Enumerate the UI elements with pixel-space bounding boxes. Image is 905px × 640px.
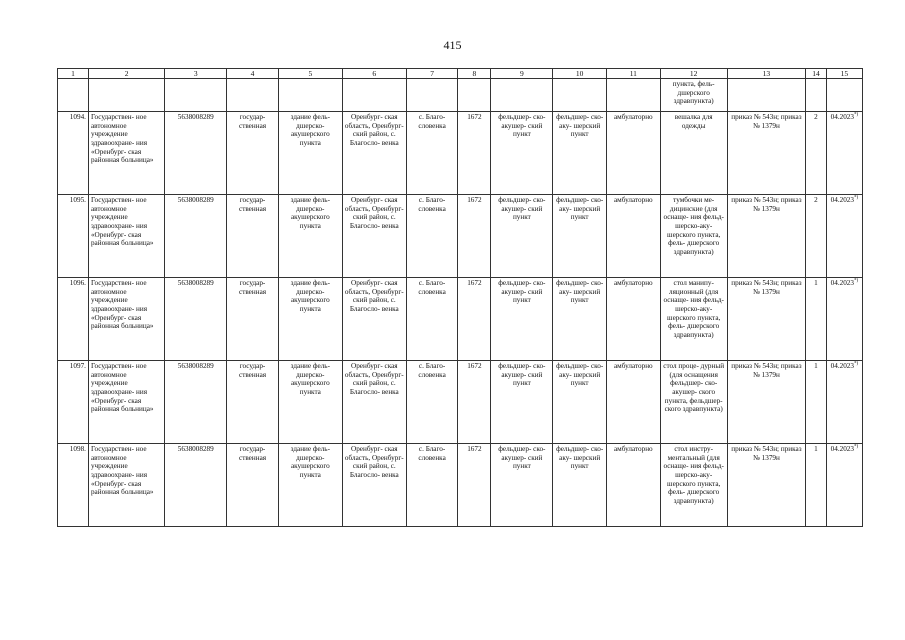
column-header: 9 [491, 69, 553, 79]
care-type-cell: амбулаторно [606, 195, 660, 278]
footnote-mark: *) [853, 361, 859, 367]
date-cell [826, 112, 862, 195]
equipment-cell: стол проце- дурный (для оснащения фельдшер- ско-акушер- ского пункта, фельдшер- ского здравпункта) [660, 361, 727, 444]
date-cell [826, 361, 862, 444]
date-value: 04.2023 [830, 279, 854, 287]
row-number-cell: 1097. [58, 361, 89, 444]
column-number-row [58, 69, 863, 79]
footnote-mark: *) [853, 112, 859, 118]
unit-cell: фельдшер- ско-аку- шерский пункт [553, 195, 607, 278]
organization-cell: Государствен- ное автономное учреждение здравоохране- ния «Оренбург- ская районная больница» [88, 112, 164, 195]
column-header: 8 [458, 69, 491, 79]
building-cell: здание фель- дшерско- акушерского пункта [278, 195, 342, 278]
population-cell: 1672 [458, 112, 491, 195]
building-cell: здание фель- дшерско- акушерского пункта [278, 444, 342, 527]
population-cell: 1672 [458, 444, 491, 527]
quantity-cell: 2 [806, 112, 827, 195]
quantity-cell: 1 [806, 444, 827, 527]
address-cell: Оренбург- ская область, Оренбург- ский район, с. Благосло- венка [342, 112, 406, 195]
building-cell: здание фель- дшерско- акушерского пункта [278, 112, 342, 195]
care-type-cell: амбулаторно [606, 361, 660, 444]
column-header: 3 [165, 69, 227, 79]
registry-table [57, 68, 863, 527]
facility-type-cell: фельдшер- ско-акушер- ский пункт [491, 278, 553, 361]
quantity-cell: 1 [806, 278, 827, 361]
facility-type-cell: фельдшер- ско-акушер- ский пункт [491, 444, 553, 527]
order-cell: приказ № 543н; приказ № 1379н [727, 444, 805, 527]
equipment-cell: вешалка для одежды [660, 112, 727, 195]
address-cell: Оренбург- ская область, Оренбург- ский район, с. Благосло- венка [342, 444, 406, 527]
population-cell: 1672 [458, 278, 491, 361]
care-type-cell: амбулаторно [606, 112, 660, 195]
facility-type-cell: фельдшер- ско-акушер- ский пункт [491, 361, 553, 444]
ownership-cell: государ- ственная [227, 112, 279, 195]
footnote-mark: *) [853, 278, 859, 284]
table-row [58, 195, 863, 278]
settlement-cell: с. Благо- словенка [406, 278, 458, 361]
inn-cell: 5638008289 [165, 278, 227, 361]
address-cell: Оренбург- ская область, Оренбург- ский район, с. Благосло- венка [342, 278, 406, 361]
ownership-cell: государ- ственная [227, 444, 279, 527]
unit-cell: фельдшер- ско-аку- шерский пункт [553, 361, 607, 444]
continuation-row [58, 79, 863, 112]
settlement-cell: с. Благо- словенка [406, 361, 458, 444]
column-header: 15 [826, 69, 862, 79]
order-cell: приказ № 543н; приказ № 1379н [727, 361, 805, 444]
equipment-cell: стол манипу- ляционный (для оснаще- ния фельд- шерско-аку- шерского пункта, фель- дшерского здравпункта) [660, 278, 727, 361]
row-number-cell: 1096. [58, 278, 89, 361]
organization-cell: Государствен- ное автономное учреждение здравоохране- ния «Оренбург- ская районная больница» [88, 195, 164, 278]
organization-cell: Государствен- ное автономное учреждение здравоохране- ния «Оренбург- ская районная больница» [88, 444, 164, 527]
date-cell [826, 444, 862, 527]
order-cell: приказ № 543н; приказ № 1379н [727, 195, 805, 278]
population-cell: 1672 [458, 361, 491, 444]
column-header: 14 [806, 69, 827, 79]
building-cell: здание фель- дшерско- акушерского пункта [278, 361, 342, 444]
column-header: 10 [553, 69, 607, 79]
row-number-cell: 1095. [58, 195, 89, 278]
table-row [58, 444, 863, 527]
row-number-cell: 1098. [58, 444, 89, 527]
date-cell [826, 278, 862, 361]
date-cell [826, 195, 862, 278]
date-value: 04.2023 [830, 362, 854, 370]
equipment-cell: стол инстру- ментальный (для оснаще- ния фельд- шерско-аку- шерского пункта, фель- дшерского здравпункта) [660, 444, 727, 527]
inn-cell: 5638008289 [165, 361, 227, 444]
address-cell: Оренбург- ская область, Оренбург- ский район, с. Благосло- венка [342, 361, 406, 444]
facility-type-cell: фельдшер- ско-акушер- ский пункт [491, 195, 553, 278]
ownership-cell: государ- ственная [227, 195, 279, 278]
row-number-cell: 1094. [58, 112, 89, 195]
footnote-mark: *) [853, 195, 859, 201]
order-cell: приказ № 543н; приказ № 1379н [727, 112, 805, 195]
continuation-equipment-cell: пункта, фель- дшерского здравпункта) [660, 79, 727, 112]
table-row [58, 112, 863, 195]
date-value: 04.2023 [830, 113, 854, 121]
care-type-cell: амбулаторно [606, 278, 660, 361]
address-cell: Оренбург- ская область, Оренбург- ский район, с. Благосло- венка [342, 195, 406, 278]
organization-cell: Государствен- ное автономное учреждение здравоохране- ния «Оренбург- ская районная больница» [88, 278, 164, 361]
column-header: 11 [606, 69, 660, 79]
inn-cell: 5638008289 [165, 444, 227, 527]
organization-cell: Государствен- ное автономное учреждение здравоохране- ния «Оренбург- ская районная больница» [88, 361, 164, 444]
column-header: 4 [227, 69, 279, 79]
column-header: 7 [406, 69, 458, 79]
care-type-cell: амбулаторно [606, 444, 660, 527]
population-cell: 1672 [458, 195, 491, 278]
table-row [58, 361, 863, 444]
column-header: 2 [88, 69, 164, 79]
page-number: 415 [443, 38, 462, 52]
settlement-cell: с. Благо- словенка [406, 195, 458, 278]
date-value: 04.2023 [830, 445, 854, 453]
quantity-cell: 1 [806, 361, 827, 444]
order-cell: приказ № 543н; приказ № 1379н [727, 278, 805, 361]
inn-cell: 5638008289 [165, 195, 227, 278]
facility-type-cell: фельдшер- ско-акушер- ский пункт [491, 112, 553, 195]
quantity-cell: 2 [806, 195, 827, 278]
unit-cell: фельдшер- ско-аку- шерский пункт [553, 444, 607, 527]
column-header: 13 [727, 69, 805, 79]
settlement-cell: с. Благо- словенка [406, 444, 458, 527]
inn-cell: 5638008289 [165, 112, 227, 195]
column-header: 5 [278, 69, 342, 79]
column-header: 12 [660, 69, 727, 79]
date-value: 04.2023 [830, 196, 854, 204]
unit-cell: фельдшер- ско-аку- шерский пункт [553, 278, 607, 361]
column-header: 6 [342, 69, 406, 79]
footnote-mark: *) [853, 444, 859, 450]
equipment-cell: тумбочки ме- дицинские (для оснаще- ния фельд- шерско-аку- шерского пункта, фель- дшерского здравпункта) [660, 195, 727, 278]
ownership-cell: государ- ственная [227, 361, 279, 444]
building-cell: здание фель- дшерско- акушерского пункта [278, 278, 342, 361]
ownership-cell: государ- ственная [227, 278, 279, 361]
column-header: 1 [58, 69, 89, 79]
table-row [58, 278, 863, 361]
unit-cell: фельдшер- ско-аку- шерский пункт [553, 112, 607, 195]
settlement-cell: с. Благо- словенка [406, 112, 458, 195]
